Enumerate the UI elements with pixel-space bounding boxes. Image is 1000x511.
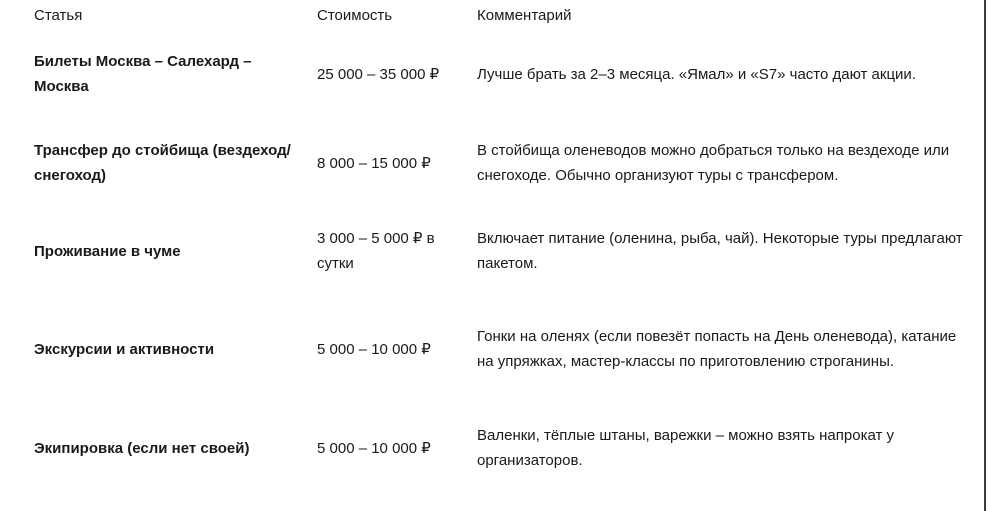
table-row: [22, 31, 982, 117]
row-cost: 25 000 – 35 000 ₽: [317, 65, 440, 83]
cost-table: [22, 0, 982, 491]
row-item: Экипировка (если нет своей): [34, 439, 250, 457]
row-comment: Валенки, тёплые штаны, варежки – можно взять напрокат у организаторов.: [477, 427, 895, 469]
row-cost: 5 000 – 10 000 ₽: [317, 439, 431, 457]
row-cost: 5 000 – 10 000 ₽: [317, 340, 431, 358]
row-comment: Гонки на оленях (если повезёт попасть на День оленевода), катание на упряжках, мастер-классы по приготовлению строганины.: [477, 328, 957, 370]
table-row: [22, 405, 982, 491]
row-item: Экскурсии и активности: [34, 340, 215, 358]
header-item: Статья: [34, 7, 83, 24]
table-row: [22, 209, 982, 293]
row-comment: Включает питание (оленина, рыба, чай). Некоторые туры предлагают пакетом.: [477, 230, 963, 272]
row-cost: 3 000 – 5 000 ₽ в сутки: [317, 230, 435, 272]
row-comment: Лучше брать за 2–3 месяца. «Ямал» и «S7» часто дают акции.: [477, 65, 916, 83]
row-item: Трансфер до стойбища (вездеход/снегоход): [34, 142, 291, 184]
row-cost: 8 000 – 15 000 ₽: [317, 154, 431, 172]
row-item: Проживание в чуме: [34, 242, 181, 260]
header-cost: Стоимость: [317, 7, 393, 24]
table-row: [22, 293, 982, 405]
vertical-scrollbar[interactable]: [984, 0, 1000, 511]
table-row: [22, 117, 982, 209]
row-comment: В стойбища оленеводов можно добраться только на вездеходе или снегоходе. Обычно организуют туры с трансфером.: [477, 142, 950, 184]
row-item: Билеты Москва – Салехард – Москва: [34, 53, 252, 95]
header-comment: Комментарий: [477, 7, 572, 24]
table-header-row: [22, 0, 982, 31]
